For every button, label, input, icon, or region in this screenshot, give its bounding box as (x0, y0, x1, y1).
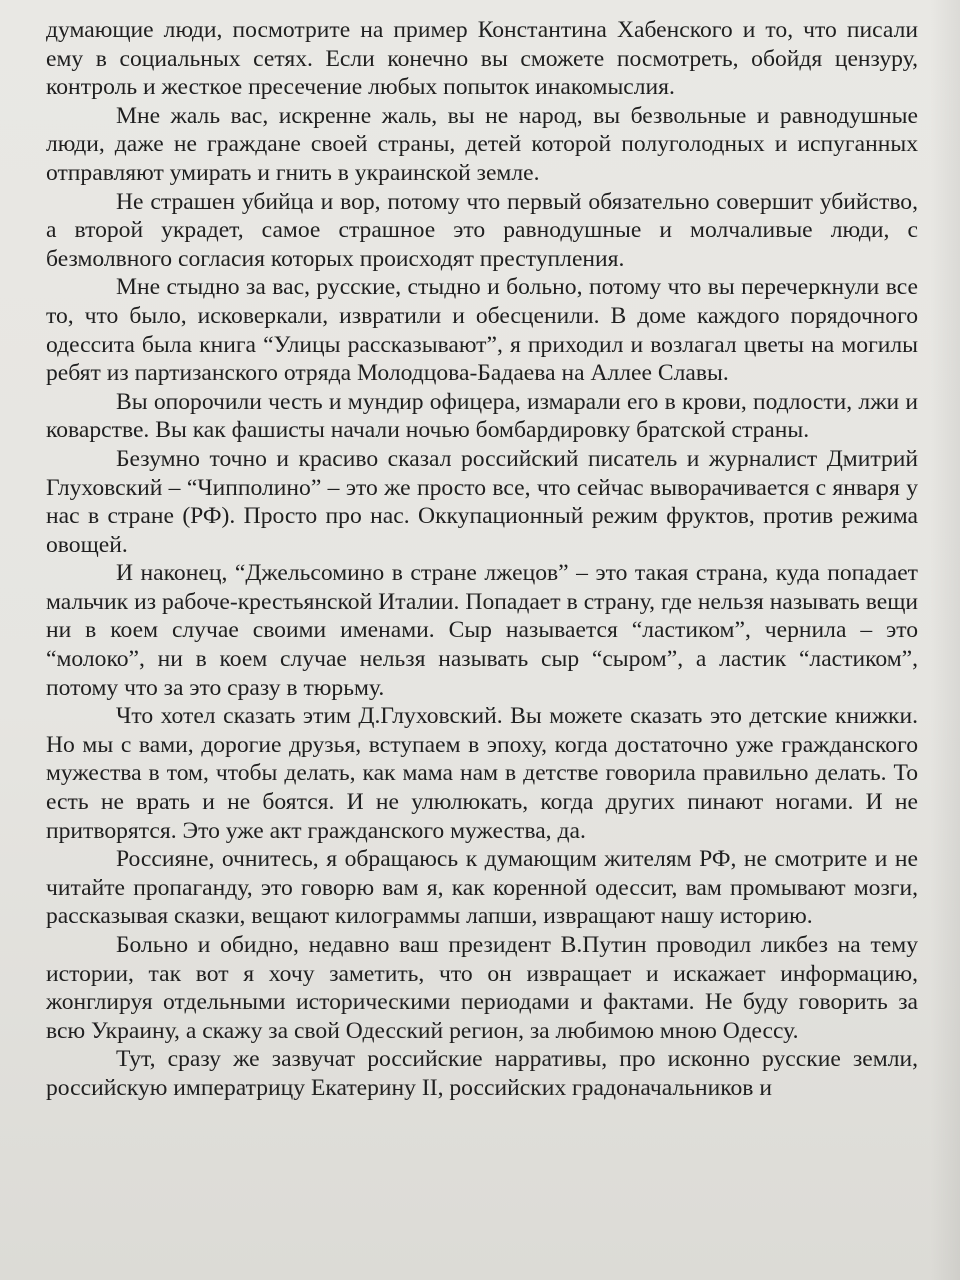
paragraph-2: Мне жаль вас, искренне жаль, вы не народ, вы безвольные и равнодушные люди, даже не граждане своей страны, детей которой полуголодных и испуганных отправляют умирать и гнить в украинской земле. (46, 102, 918, 186)
page-edge-shadow (930, 0, 960, 1280)
document-body (46, 16, 918, 1103)
paragraph-3: Не страшен убийца и вор, потому что первый обязательно совершит убийство, а второй украдет, самое страшное это равнодушные и молчаливые люди, с безмолвного согласия которых происходят преступления. (46, 188, 918, 272)
paragraph-5: Вы опорочили честь и мундир офицера, измарали его в крови, подлости, лжи и коварстве. Вы как фашисты начали ночью бомбардировку братской страны. (46, 388, 918, 444)
paragraph-6: Безумно точно и красиво сказал российский писатель и журналист Дмитрий Глуховский – “Чипполино” – это же просто все, что сейчас выворачивается с января у нас в стране (РФ). Просто про нас. Оккупационный режим фруктов, против режима овощей. (46, 445, 918, 558)
paragraph-7: И наконец, “Джельсомино в стране лжецов” – это такая страна, куда попадает мальчик из рабоче-крестьянской Италии. Попадает в страну, где нельзя называть вещи ни в коем случае своими именами. Сыр называется “ластиком”, чернила – это “молоко”, ни в коем случае нельзя называть сыр “сыром”, а ластик “ластиком”, потому что за это сразу в тюрьму. (46, 560, 918, 701)
paragraph-10: Больно и обидно, недавно ваш президент В.Путин проводил ликбез на тему истории, так вот я хочу заметить, что он извращает и искажает информацию, жонглируя отдельными историческими периодами и фактами. Не буду говорить за всю Украину, а скажу за свой Одесский регион, за любимою мною Одессу. (46, 932, 918, 1044)
paragraph-11: Тут, сразу же зазвучат российские нарративы, про исконно русские земли, российскую императрицу Екатерину II, российских градоначальников и (46, 1046, 918, 1101)
paragraph-8: Что хотел сказать этим Д.Глуховский. Вы можете сказать это детские книжки. Но мы с вами, дорогие друзья, вступаем в эпоху, когда достаточно уже гражданского мужества в том, чтобы делать, как мама нам в детстве говорила правильно делать. То есть не врать и не боятся. И не улюлюкать, когда других пинают ногами. И не притворятся. Это уже акт гражданского мужества, да. (46, 703, 918, 844)
paragraph-4: Мне стыдно за вас, русские, стыдно и больно, потому что вы перечеркнули все то, что было, исковеркали, извратили и обесценили. В доме каждого порядочного одессита была книга “Улицы рассказывают”, я приходил и возлагал цветы на могилы ребят из партизанского отряда Молодцова-Бадаева на Аллее Славы. (46, 274, 918, 387)
paragraph-9: Россияне, очнитесь, я обращаюсь к думающим жителям РФ, не смотрите и не читайте пропаганду, это говорю вам я, как коренной одессит, вам промывают мозги, рассказывая сказки, вещают килограммы лапши, извращают нашу историю. (46, 846, 918, 930)
paragraph-1: думающие люди, посмотрите на пример Константина Хабенского и то, что писали ему в социальных сетях. Если конечно вы сможете посмотреть, обойдя цензуру, контроль и жесткое пресечение любых попыток инакомыслия. (46, 17, 918, 101)
